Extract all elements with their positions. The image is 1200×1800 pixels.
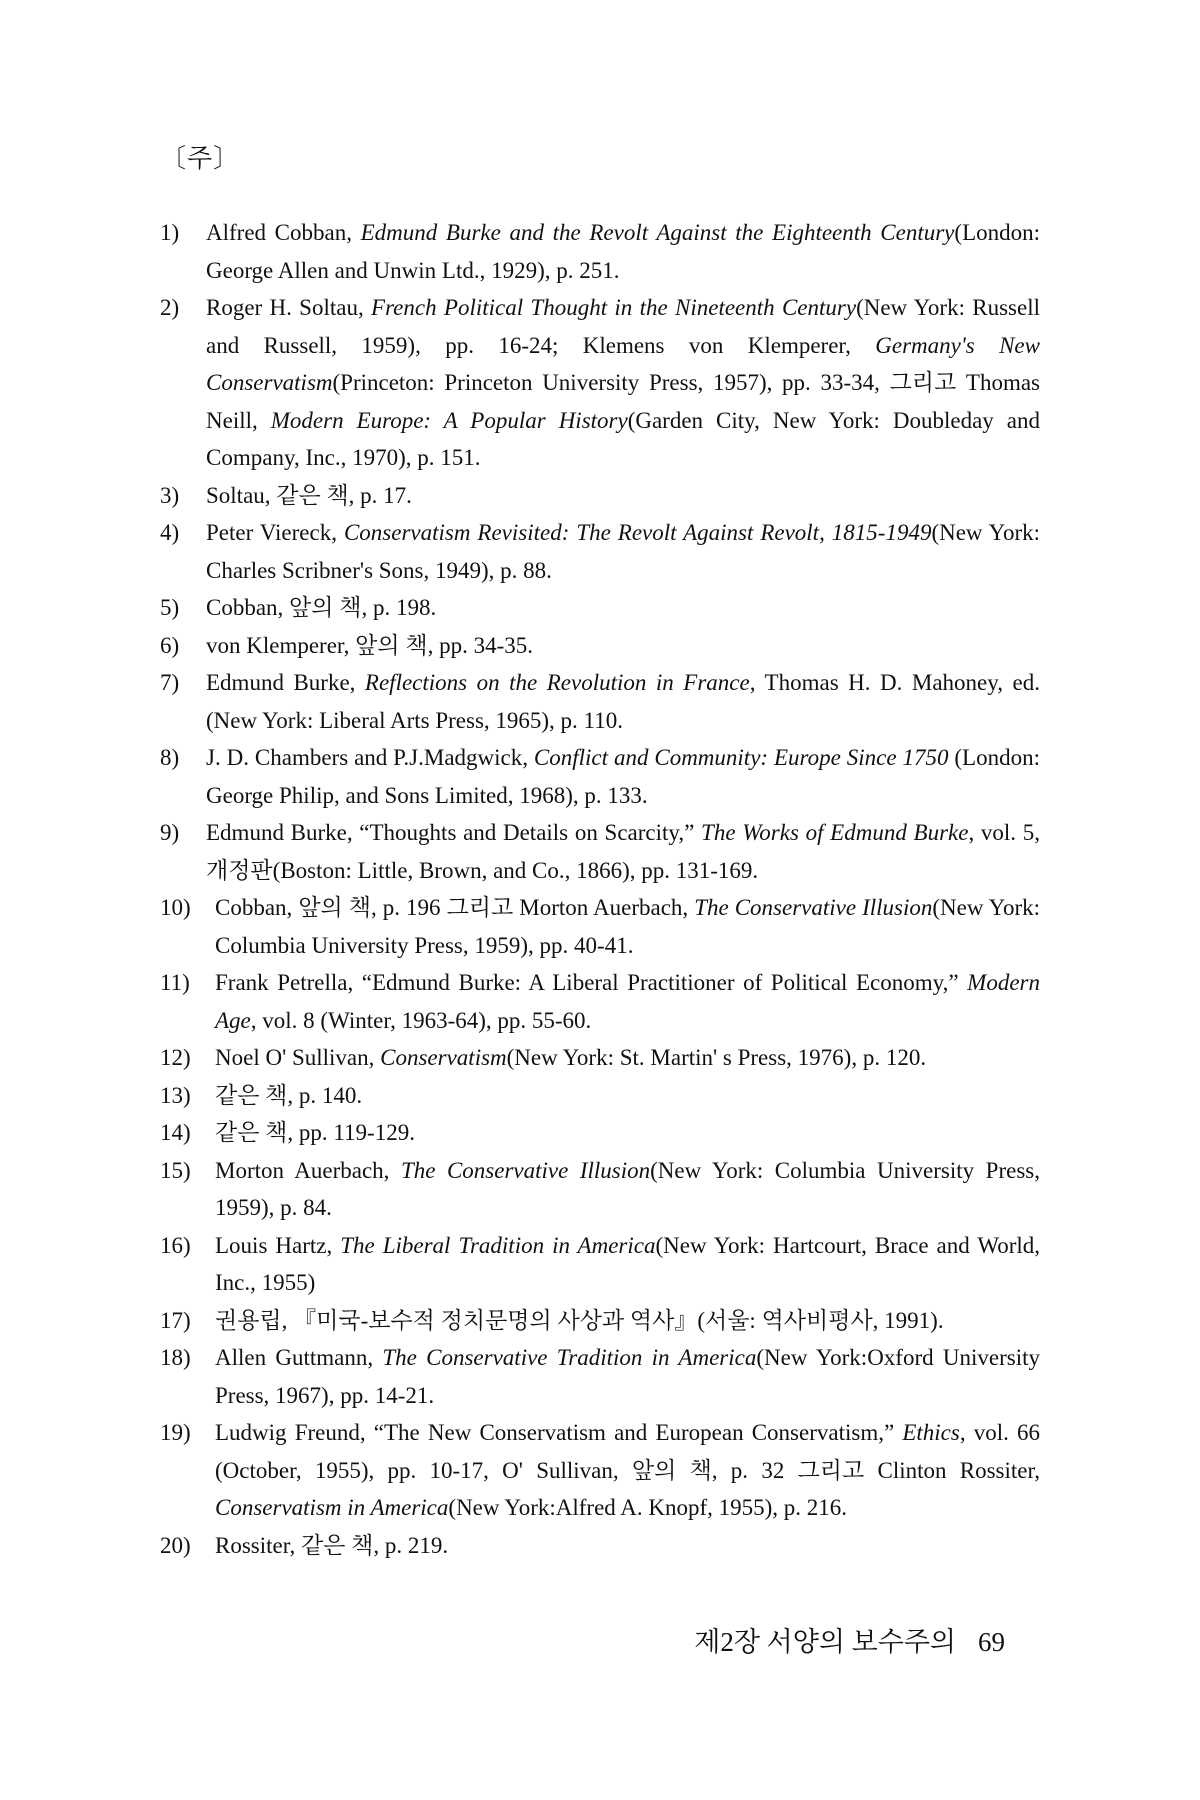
footnote-item bbox=[160, 214, 1040, 289]
footnote-item bbox=[160, 1114, 1040, 1152]
footnote-title: French Political Thought in the Nineteenth Century bbox=[371, 295, 857, 320]
footnote-number: 3) bbox=[160, 482, 180, 508]
footnote-item bbox=[160, 1414, 1040, 1527]
footnote-number: 1) bbox=[160, 220, 180, 245]
footnote-title: The Conservative Illusion bbox=[694, 895, 933, 920]
footnote-segment: (New York: Columbia University Press, 1959), pp. 40-41. bbox=[215, 895, 1041, 958]
footnote-title: Edmund Burke and the Revolt Against the Eighteenth Century bbox=[360, 220, 955, 245]
footnote-segment: Noel O' Sullivan, bbox=[215, 1045, 381, 1070]
footnote-title: Conservatism in America bbox=[215, 1495, 449, 1520]
footnote-text bbox=[215, 1152, 1040, 1227]
page-number: 69 bbox=[978, 1627, 1005, 1657]
footnote-title: Modern Europe: A Popular History bbox=[270, 407, 628, 433]
footnote-number: 19) bbox=[160, 1420, 191, 1445]
footnote-segment: (London: George Allen and Unwin Ltd., 1929), p. 251. bbox=[206, 220, 1041, 283]
footnote-text bbox=[206, 664, 1040, 739]
footnote-segment: Cobban, 앞의 책, p. 198. bbox=[206, 595, 437, 620]
footnote-segment: , Thomas H. D. Mahoney, ed.(New York: Liberal Arts Press, 1965), p. 110. bbox=[206, 670, 1040, 733]
footnote-title: The Conservative Tradition in America bbox=[382, 1345, 757, 1370]
footnote-item bbox=[160, 627, 1040, 665]
footnote-text bbox=[215, 1227, 1040, 1302]
footnote-segment: Edmund Burke, bbox=[206, 670, 365, 695]
footnote-text bbox=[206, 739, 1040, 814]
footnote-text bbox=[206, 214, 1040, 289]
footnote-text bbox=[215, 1414, 1040, 1527]
footnote-segment: J. D. Chambers and P.J.Madgwick, bbox=[206, 745, 534, 770]
footnote-item bbox=[160, 477, 1040, 515]
footnote-text bbox=[215, 889, 1040, 964]
footnote-segment: (New York: Columbia University Press, 1959), p. 84. bbox=[215, 1157, 1040, 1220]
footnote-title: The Works of Edmund Burke bbox=[701, 820, 969, 845]
footnote-number: 5) bbox=[160, 595, 180, 620]
footnote-segment: Cobban, 앞의 책, p. 196 그리고 Morton Auerbach, bbox=[215, 895, 695, 920]
footnote-segment: Roger H. Soltau, bbox=[206, 295, 372, 320]
footnote-item bbox=[160, 1039, 1040, 1077]
footnote-segment: Morton Auerbach, bbox=[215, 1157, 401, 1183]
footnote-item bbox=[160, 289, 1040, 477]
footnote-item bbox=[160, 814, 1040, 889]
footnote-text bbox=[206, 289, 1040, 477]
footnote-segment: Frank Petrella, “Edmund Burke: A Liberal Practitioner of Political Economy,” bbox=[215, 970, 968, 995]
footnote-item bbox=[160, 1339, 1040, 1414]
footnote-item bbox=[160, 889, 1040, 964]
footnote-segment: Edmund Burke, “Thoughts and Details on Scarcity,” bbox=[206, 820, 702, 845]
footnote-text bbox=[206, 627, 1040, 665]
notes-list bbox=[160, 214, 1040, 1564]
page-footer bbox=[694, 1620, 1005, 1659]
chapter-title: 제2장 서양의 보수주의 bbox=[694, 1627, 956, 1657]
footnote-number: 18) bbox=[160, 1345, 191, 1370]
footnote-segment: Soltau, 같은 책, p. 17. bbox=[206, 482, 412, 508]
footnote-title: Ethics bbox=[902, 1420, 960, 1445]
footnote-number: 2) bbox=[160, 295, 180, 320]
footnote-segment: (New York:Oxford University Press, 1967), pp. 14-21. bbox=[215, 1345, 1040, 1408]
footnote-segment: (Garden City, New York: Doubleday and Company, Inc., 1970), p. 151. bbox=[206, 407, 1040, 470]
notes-heading: 〔주〕 bbox=[160, 144, 241, 173]
footnote-segment: (New York: St. Martin' s Press, 1976), p. 120. bbox=[506, 1045, 927, 1070]
footnote-segment: , vol. 8 (Winter, 1963-64), pp. 55-60. bbox=[250, 1007, 592, 1033]
footnote-item bbox=[160, 1152, 1040, 1227]
footnote-number: 14) bbox=[160, 1120, 191, 1145]
footnote-text bbox=[206, 477, 1040, 515]
footnote-item bbox=[160, 1302, 1040, 1340]
footnote-segment: (New York: Russell and Russell, 1959), pp. 16-24; Klemens von Klemperer, bbox=[206, 295, 1040, 358]
footnote-item bbox=[160, 739, 1040, 814]
footnote-number: 15) bbox=[160, 1157, 191, 1183]
footnote-segment: 같은 책, pp. 119-129. bbox=[215, 1120, 415, 1145]
footnote-segment: Peter Viereck, bbox=[206, 520, 344, 545]
footnote-text bbox=[215, 1077, 1040, 1115]
footnote-item bbox=[160, 964, 1040, 1039]
footnote-title: Reflections on the Revolution in France bbox=[364, 670, 750, 695]
footnote-segment: (New York: Hartcourt, Brace and World, Inc., 1955) bbox=[215, 1232, 1040, 1295]
footnote-number: 20) bbox=[160, 1532, 191, 1558]
footnote-item bbox=[160, 1227, 1040, 1302]
footnote-number: 6) bbox=[160, 632, 180, 658]
footnote-segment: (Princeton: Princeton University Press, 1957), pp. 33-34, 그리고 Thomas Neill, bbox=[206, 370, 1040, 433]
footnote-segment: Alfred Cobban, bbox=[206, 220, 361, 245]
footnote-text bbox=[206, 514, 1040, 589]
footnote-item bbox=[160, 664, 1040, 739]
footnote-segment: 같은 책, p. 140. bbox=[215, 1082, 363, 1108]
footnote-number: 16) bbox=[160, 1232, 191, 1258]
footnote-title: Germany's New Conservatism bbox=[206, 332, 1040, 395]
footnote-text bbox=[215, 964, 1040, 1039]
footnote-number: 12) bbox=[160, 1045, 191, 1070]
footnote-number: 13) bbox=[160, 1082, 191, 1108]
footnote-text bbox=[215, 1114, 1040, 1152]
footnote-number: 17) bbox=[160, 1307, 191, 1333]
footnote-segment: (New York: Charles Scribner's Sons, 1949), p. 88. bbox=[206, 520, 1041, 583]
footnote-title: Conservatism Revisited: The Revolt Against Revolt, 1815-1949 bbox=[343, 520, 932, 545]
footnote-item bbox=[160, 589, 1040, 627]
footnote-title: Conflict and Community: Europe Since 1750 bbox=[533, 745, 949, 770]
footnote-text bbox=[215, 1527, 1040, 1565]
footnote-segment: , vol. 5, 개정판(Boston: Little, Brown, and Co., 1866), pp. 131-169. bbox=[206, 820, 1041, 883]
footnote-segment: (London: George Philip, and Sons Limited, 1968), p. 133. bbox=[206, 745, 1040, 808]
footnote-segment: Allen Guttmann, bbox=[215, 1345, 383, 1370]
footnote-item bbox=[160, 1077, 1040, 1115]
footnote-text bbox=[215, 1302, 1040, 1340]
footnote-number: 11) bbox=[160, 970, 190, 995]
footnote-item bbox=[160, 514, 1040, 589]
footnote-segment: Rossiter, 같은 책, p. 219. bbox=[215, 1532, 449, 1558]
footnote-number: 9) bbox=[160, 820, 180, 845]
footnote-segment: Louis Hartz, bbox=[215, 1232, 341, 1258]
footnote-segment: (New York:Alfred A. Knopf, 1955), p. 216. bbox=[448, 1495, 848, 1520]
footnote-title: The Liberal Tradition in America bbox=[340, 1232, 656, 1258]
footnote-text bbox=[215, 1339, 1040, 1414]
footnote-number: 7) bbox=[160, 670, 180, 695]
footnote-title: The Conservative Illusion bbox=[400, 1157, 651, 1183]
footnote-segment: von Klemperer, 앞의 책, pp. 34-35. bbox=[206, 632, 533, 658]
footnote-title: Conservatism bbox=[380, 1045, 507, 1070]
footnote-segment: Ludwig Freund, “The New Conservatism and European Conservatism,” bbox=[215, 1420, 903, 1445]
footnote-title: Modern Age bbox=[215, 970, 1040, 1033]
footnote-number: 10) bbox=[160, 895, 191, 920]
footnote-text bbox=[206, 589, 1040, 627]
footnote-segment: 권용립, 『미국-보수적 정치문명의 사상과 역사』(서울: 역사비평사, 1991). bbox=[215, 1307, 944, 1333]
footnote-segment: , vol. 66 (October, 1955), pp. 10-17, O' Sullivan, 앞의 책, p. 32 그리고 Clinton Rossiter, bbox=[215, 1420, 1040, 1483]
footnote-number: 4) bbox=[160, 520, 180, 545]
footnote-text bbox=[215, 1039, 1040, 1077]
footnote-item bbox=[160, 1527, 1040, 1565]
footnote-text bbox=[206, 814, 1040, 889]
footnote-number: 8) bbox=[160, 745, 180, 770]
